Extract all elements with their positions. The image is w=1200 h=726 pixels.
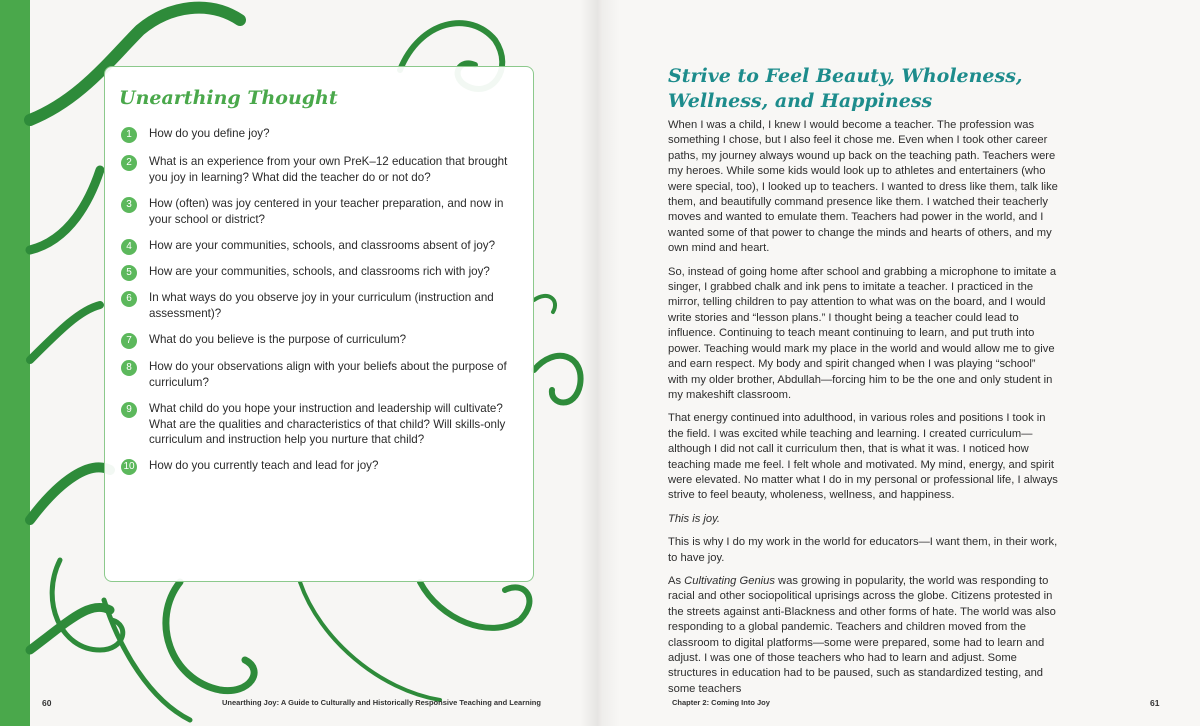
question-text: How are your communities, schools, and classrooms absent of joy? (149, 239, 496, 252)
question-number-badge: 5 (121, 265, 137, 281)
body-text (668, 118, 1058, 705)
unearthing-thought-box (104, 66, 534, 582)
paragraph-rest: was growing in popularity, the world was responding to racial and other sociopolitical uprisings across the globe. Citizens protested in the streets against anti-Blackness and other forms of hate. The world was also responding to a global pandemic. Teachers and children moved from the classroom to digital platforms—some were prepared, some had to learn and adjust. I was one of those teachers who had to learn and adjust. Some structures in education had to be paused, such as standardized testing, and some teachers (668, 574, 1056, 695)
question-item (121, 290, 521, 321)
question-item (121, 126, 521, 142)
body-paragraph (668, 574, 1058, 697)
vine-curl (420, 582, 529, 628)
box-title: Unearthing Thought (119, 87, 338, 109)
right-running-title: Chapter 2: Coming Into Joy (672, 698, 770, 707)
question-item (121, 196, 521, 227)
question-text: How are your communities, schools, and classrooms rich with joy? (149, 265, 490, 278)
paragraph-prefix: As (668, 574, 685, 587)
question-text: How (often) was joy centered in your teacher preparation, and now in your school or district? (149, 197, 504, 226)
question-text: How do you currently teach and lead for joy? (149, 459, 379, 472)
right-page-number: 61 (1150, 698, 1160, 708)
body-paragraph: So, instead of going home after school and grabbing a microphone to imitate a singer, I grabbed chalk and ink pens to imitate a teacher. I practiced in the mirror, telling children to pay attention to what was on the board, and I would write stories and “lesson plans.” I thought being a teacher could lead to influence. Continuing to teach meant continuing to learn, and put truth into power. Teaching would mark my place in the world and would allow me to give and earn respect. My body and spirit changed when I was playing “school” with my older brother, Abdullah—forcing him to be the one and only student in my makeshift classroom. (668, 265, 1057, 401)
right-page-content (598, 0, 1200, 726)
left-page-number: 60 (42, 698, 52, 708)
question-text: How do your observations align with your beliefs about the purpose of curriculum? (149, 360, 507, 389)
body-paragraph: When I was a child, I knew I would become a teacher. The profession was something I chose, but I also feel it chose me. Even when I took other career paths, my journey always wound up back on the teaching path. Teachers were my heroes. While some kids would look up to athletes and entertainers (who were special, too), I looked up to teachers. I wanted to dress like them, talk like them, and beautifully command presence like them. I watched their teacherly moves and wanted to emulate them. Teachers had power in the world, and I wanted some of that power to change the minds and hearts of others, and my own mind and heart. (668, 119, 1058, 255)
question-number-badge: 8 (121, 360, 137, 376)
question-item (121, 154, 521, 185)
vine-stem (30, 607, 110, 650)
question-item (121, 264, 521, 280)
question-text: How do you define joy? (149, 127, 270, 140)
vine-stem (30, 170, 100, 250)
question-text: In what ways do you observe joy in your curriculum (instruction and assessment)? (149, 291, 494, 320)
question-number-badge: 7 (121, 333, 137, 349)
vine-stem (30, 467, 110, 520)
body-paragraph: That energy continued into adulthood, in various roles and positions I took in the field. I was excited while teaching and learning. I created curriculum—although I did not call it curriculum then, that is what it was. I noticed how teaching made me feel. I felt whole and motivated. My mind, energy, and spirit were elevated. No matter what I do in my personal or professional life, I always strive to feel beauty, wholeness, wellness, and happiness. (668, 412, 1058, 502)
section-title: Strive to Feel Beauty, Wholeness, Wellness, and Happiness (668, 65, 1023, 112)
question-item (121, 359, 521, 390)
vine-curl (534, 296, 555, 312)
vine-stem (30, 305, 100, 360)
question-number-badge: 9 (121, 402, 137, 418)
vine-curl (166, 582, 254, 691)
vine-curl (534, 356, 581, 403)
question-item (121, 401, 521, 448)
vine-curl (300, 582, 440, 700)
question-text: What is an experience from your own PreK–12 education that brought you joy in learning? What did the teacher do or not do? (149, 155, 508, 184)
question-number-badge: 1 (121, 127, 137, 143)
question-number-badge: 3 (121, 197, 137, 213)
body-paragraph: This is why I do my work in the world for educators—I want them, in their work, to have joy. (668, 536, 1058, 564)
question-text: What do you believe is the purpose of curriculum? (149, 333, 407, 346)
book-title-italic: Cultivating Genius (684, 574, 775, 587)
left-running-title: Unearthing Joy: A Guide to Culturally and Historically Responsive Teaching and Learning (222, 698, 541, 707)
question-text: What child do you hope your instruction and leadership will cultivate? What are the qualities and characteristics of that child? Will skills-only curriculum and instruction help you nurture that child? (149, 402, 506, 446)
question-number-badge: 4 (121, 239, 137, 255)
body-paragraph-italic: This is joy. (668, 512, 721, 525)
question-number-badge: 6 (121, 291, 137, 307)
question-item (121, 458, 521, 474)
question-number-badge: 10 (121, 459, 137, 475)
question-item (121, 238, 521, 254)
question-number-badge: 2 (121, 155, 137, 171)
question-item (121, 332, 521, 348)
